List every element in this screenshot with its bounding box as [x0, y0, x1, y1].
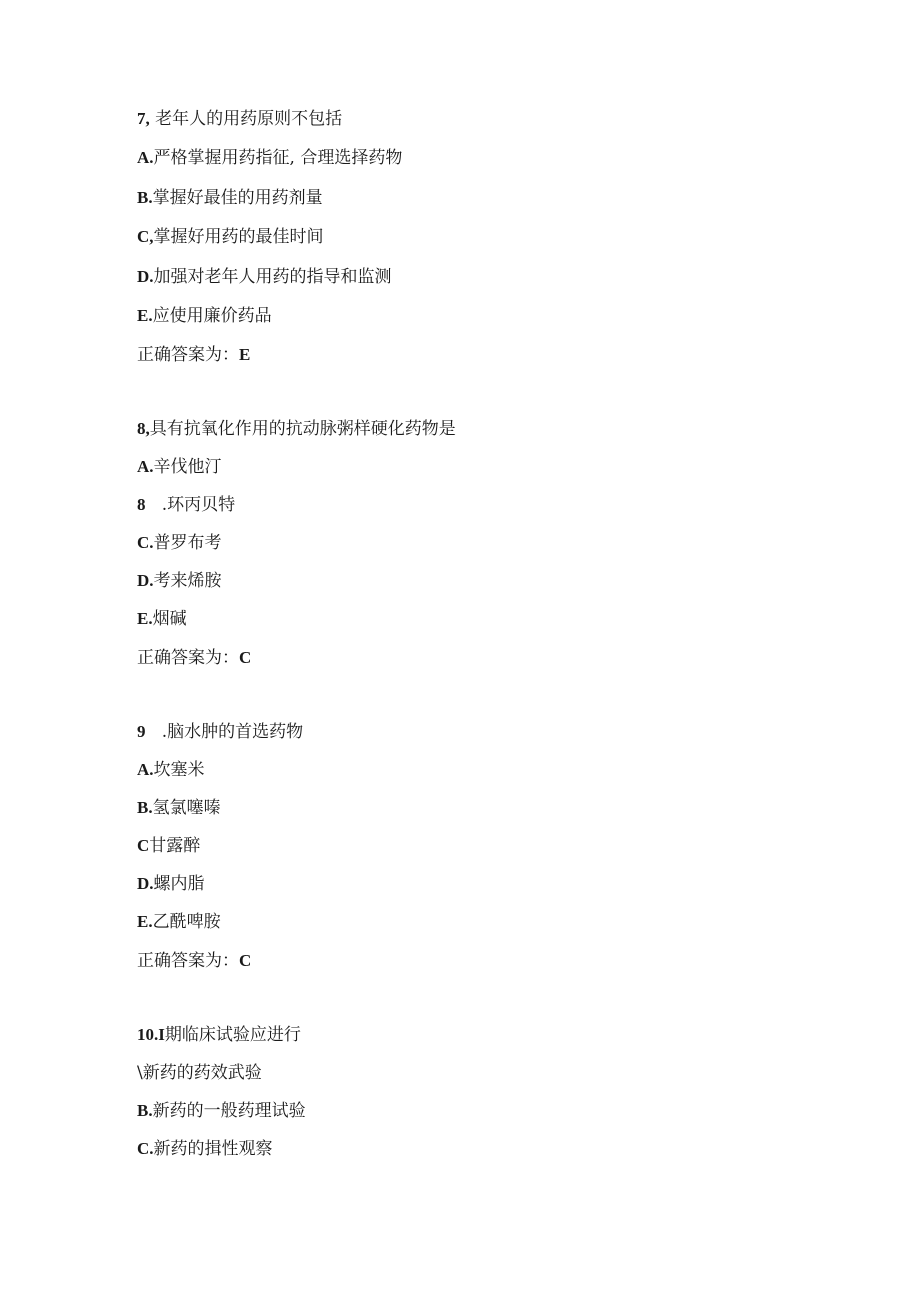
- option-text: 掌握好用药的最佳时间: [153, 227, 324, 247]
- question-10-option-b: [137, 1100, 306, 1122]
- question-10-option-a: [137, 1062, 262, 1084]
- option-text: 辛伐他汀: [153, 457, 222, 477]
- question-7-option-a: [137, 147, 402, 169]
- question-9-answer: [137, 950, 251, 972]
- answer-prefix: 正确答案为：: [137, 345, 239, 365]
- question-7-option-d: [137, 266, 392, 288]
- option-label: E.: [137, 306, 153, 325]
- option-label: C,: [137, 227, 154, 246]
- option-text: 应使用廉价药品: [152, 306, 272, 326]
- question-8-option-a: [137, 456, 222, 478]
- question-text: 期临床试验应进行: [164, 1025, 301, 1045]
- question-8-option-b: [137, 494, 235, 516]
- option-label: B.: [137, 1101, 153, 1120]
- question-8-answer: [137, 647, 251, 669]
- option-text: 加强对老年人用药的指导和监测: [153, 267, 392, 287]
- question-10-option-c: [137, 1138, 273, 1160]
- option-label: E.: [137, 609, 153, 628]
- option-text: 考来烯胺: [153, 571, 222, 591]
- option-text: 甘露醉: [149, 836, 201, 856]
- option-label: C.: [137, 1139, 154, 1158]
- option-label: D.: [137, 267, 154, 286]
- option-text: 新药的揖性观察: [153, 1139, 273, 1159]
- option-label: B.: [137, 798, 153, 817]
- option-label: A.: [137, 457, 154, 476]
- answer-value: C: [239, 951, 252, 970]
- question-text: 具有抗氧化作用的抗动脉粥样硬化药物是: [149, 419, 456, 439]
- option-text: 坎塞米: [153, 760, 205, 780]
- question-9-option-e: [137, 911, 221, 933]
- question-8-stem: [137, 418, 456, 440]
- question-9-option-c: [137, 835, 200, 857]
- question-8-option-d: [137, 570, 222, 592]
- question-number: 10.I: [137, 1025, 165, 1044]
- option-label: C.: [137, 533, 154, 552]
- option-label: B.: [137, 188, 153, 207]
- question-number: 9: [137, 722, 146, 741]
- option-label: C: [137, 836, 150, 855]
- option-label: A.: [137, 148, 154, 167]
- option-text: 普罗布考: [153, 533, 222, 553]
- question-text: .脑水肿的首选药物: [145, 722, 304, 742]
- question-10-stem: [137, 1024, 301, 1046]
- question-8-option-e: [137, 608, 187, 630]
- option-text: 严格掌握用药指征, 合理选择药物: [153, 148, 403, 168]
- answer-prefix: 正确答案为：: [137, 648, 239, 668]
- answer-prefix: 正确答案为：: [137, 951, 239, 971]
- option-label: E.: [137, 912, 153, 931]
- question-7-stem: [137, 108, 342, 130]
- question-7-answer: [137, 344, 250, 366]
- option-text: 氢氯噻嗪: [152, 798, 221, 818]
- option-label: 8: [137, 495, 146, 514]
- question-9-stem: [137, 721, 303, 743]
- option-text: \新药的药效武验: [137, 1063, 262, 1083]
- option-text: 螺内脂: [153, 874, 205, 894]
- question-9-option-d: [137, 873, 205, 895]
- question-9-option-a: [137, 759, 205, 781]
- question-7-option-b: [137, 187, 323, 209]
- question-number: 8,: [137, 419, 150, 438]
- question-text: 老年人的用药原则不包括: [149, 109, 343, 129]
- question-7-option-c: [137, 226, 324, 248]
- option-text: 新药的一般药理试验: [152, 1101, 306, 1121]
- option-text: 烟碱: [152, 609, 187, 629]
- answer-value: C: [239, 648, 252, 667]
- question-8-option-c: [137, 532, 222, 554]
- option-text: .环丙贝特: [145, 495, 236, 515]
- option-text: 乙酰啤胺: [152, 912, 221, 932]
- option-label: D.: [137, 571, 154, 590]
- answer-value: E: [239, 345, 251, 364]
- question-number: 7,: [137, 109, 150, 128]
- option-label: A.: [137, 760, 154, 779]
- question-9-option-b: [137, 797, 221, 819]
- question-7-option-e: [137, 305, 272, 327]
- option-text: 掌握好最佳的用药剂量: [152, 188, 323, 208]
- option-label: D.: [137, 874, 154, 893]
